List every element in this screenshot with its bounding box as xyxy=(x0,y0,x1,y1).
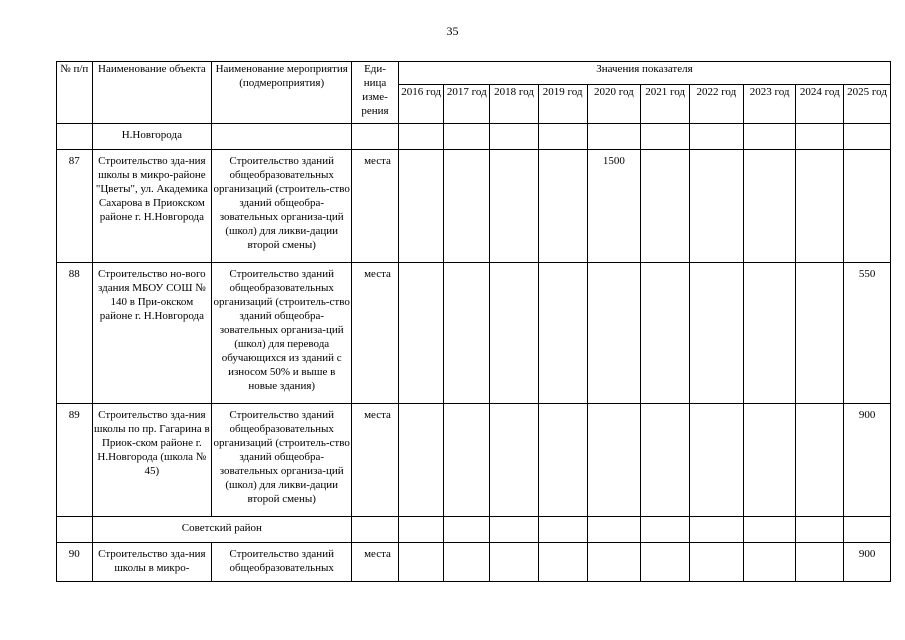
header-year: 2018 год xyxy=(490,85,539,124)
header-values: Значения показателя xyxy=(398,62,890,85)
row-value xyxy=(743,263,796,404)
row-value xyxy=(444,150,490,263)
row-object: Строительство зда-ния школы в микро- xyxy=(92,543,212,582)
row-event: Строительство зданий общеобразовательных организаций (строитель-ство зданий общеобра-зовательных организа-ций (школ) для перевода обучающихся из зданий с износом 50% и выше в новые здания) xyxy=(212,263,352,404)
row-unit: места xyxy=(352,404,399,517)
row-num: 90 xyxy=(57,543,93,582)
row-value xyxy=(587,543,641,582)
header-num: № п/п xyxy=(57,62,93,124)
row-object: Строительство зда-ния школы по пр. Гагарина в Приок-ском районе г. Н.Новгорода (школа № 45) xyxy=(92,404,212,517)
header-object: Наименование объекта xyxy=(92,62,212,124)
row-event: Строительство зданий общеобразовательных организаций (строитель-ство зданий общеобра-зовательных организа-ций (школ) для ликви-дации второй смены) xyxy=(212,150,352,263)
header-year: 2021 год xyxy=(641,85,690,124)
row-value xyxy=(398,263,444,404)
row-value: 550 xyxy=(844,263,891,404)
row-unit: места xyxy=(352,150,399,263)
row-object: Строительство но-вого здания МБОУ СОШ № 140 в При-окском районе г. Н.Новгорода xyxy=(92,263,212,404)
header-year: 2019 год xyxy=(538,85,587,124)
row-value xyxy=(398,404,444,517)
row-value xyxy=(689,404,743,517)
row-value xyxy=(641,150,690,263)
row-value xyxy=(796,263,844,404)
row-value xyxy=(538,404,587,517)
table-row xyxy=(57,124,891,150)
table-row xyxy=(57,517,891,543)
table-row xyxy=(57,404,891,517)
section-title: Советский район xyxy=(92,517,352,543)
header-year: 2023 год xyxy=(743,85,796,124)
header-year: 2016 год xyxy=(398,85,444,124)
row-value xyxy=(587,263,641,404)
row-value xyxy=(844,150,891,263)
row-value xyxy=(490,263,539,404)
header-year: 2020 год xyxy=(587,85,641,124)
page-number: 35 xyxy=(446,24,459,38)
row-value xyxy=(689,150,743,263)
row-value xyxy=(538,263,587,404)
row-value xyxy=(490,404,539,517)
row-value xyxy=(641,543,690,582)
row-unit: места xyxy=(352,543,399,582)
row-value xyxy=(689,543,743,582)
header-year: 2017 год xyxy=(444,85,490,124)
row-num: 89 xyxy=(57,404,93,517)
row-value xyxy=(490,543,539,582)
row-value: 1500 xyxy=(587,150,641,263)
row-event: Строительство зданий общеобразовательных xyxy=(212,543,352,582)
row-value xyxy=(444,263,490,404)
header-event: Наименование мероприятия (подмероприятия) xyxy=(212,62,352,124)
row-object: Н.Новгорода xyxy=(92,124,212,150)
row-event: Строительство зданий общеобразовательных организаций (строитель-ство зданий общеобра-зовательных организа-ций (школ) для ликви-дации второй смены) xyxy=(212,404,352,517)
row-value xyxy=(796,543,844,582)
row-value xyxy=(538,543,587,582)
row-value xyxy=(796,150,844,263)
row-value xyxy=(743,404,796,517)
row-value xyxy=(796,404,844,517)
header-unit: Еди-ница изме-рения xyxy=(352,62,399,124)
row-value: 900 xyxy=(844,543,891,582)
row-value xyxy=(641,404,690,517)
table-row xyxy=(57,543,891,582)
row-value xyxy=(689,263,743,404)
row-value xyxy=(743,150,796,263)
row-value xyxy=(444,404,490,517)
indicator-table xyxy=(56,61,891,582)
row-num: 87 xyxy=(57,150,93,263)
table-row xyxy=(57,263,891,404)
row-value xyxy=(398,543,444,582)
header-year: 2022 год xyxy=(689,85,743,124)
header-year: 2024 год xyxy=(796,85,844,124)
row-object: Строительство зда-ния школы в микро-районе "Цветы", ул. Академика Сахарова в Приокском районе г. Н.Новгорода xyxy=(92,150,212,263)
row-value: 900 xyxy=(844,404,891,517)
row-value xyxy=(641,263,690,404)
header-year: 2025 год xyxy=(844,85,891,124)
row-value xyxy=(490,150,539,263)
row-num: 88 xyxy=(57,263,93,404)
row-unit: места xyxy=(352,263,399,404)
row-value xyxy=(743,543,796,582)
row-value xyxy=(444,543,490,582)
row-value xyxy=(398,150,444,263)
row-value xyxy=(587,404,641,517)
table-row xyxy=(57,150,891,263)
row-value xyxy=(538,150,587,263)
